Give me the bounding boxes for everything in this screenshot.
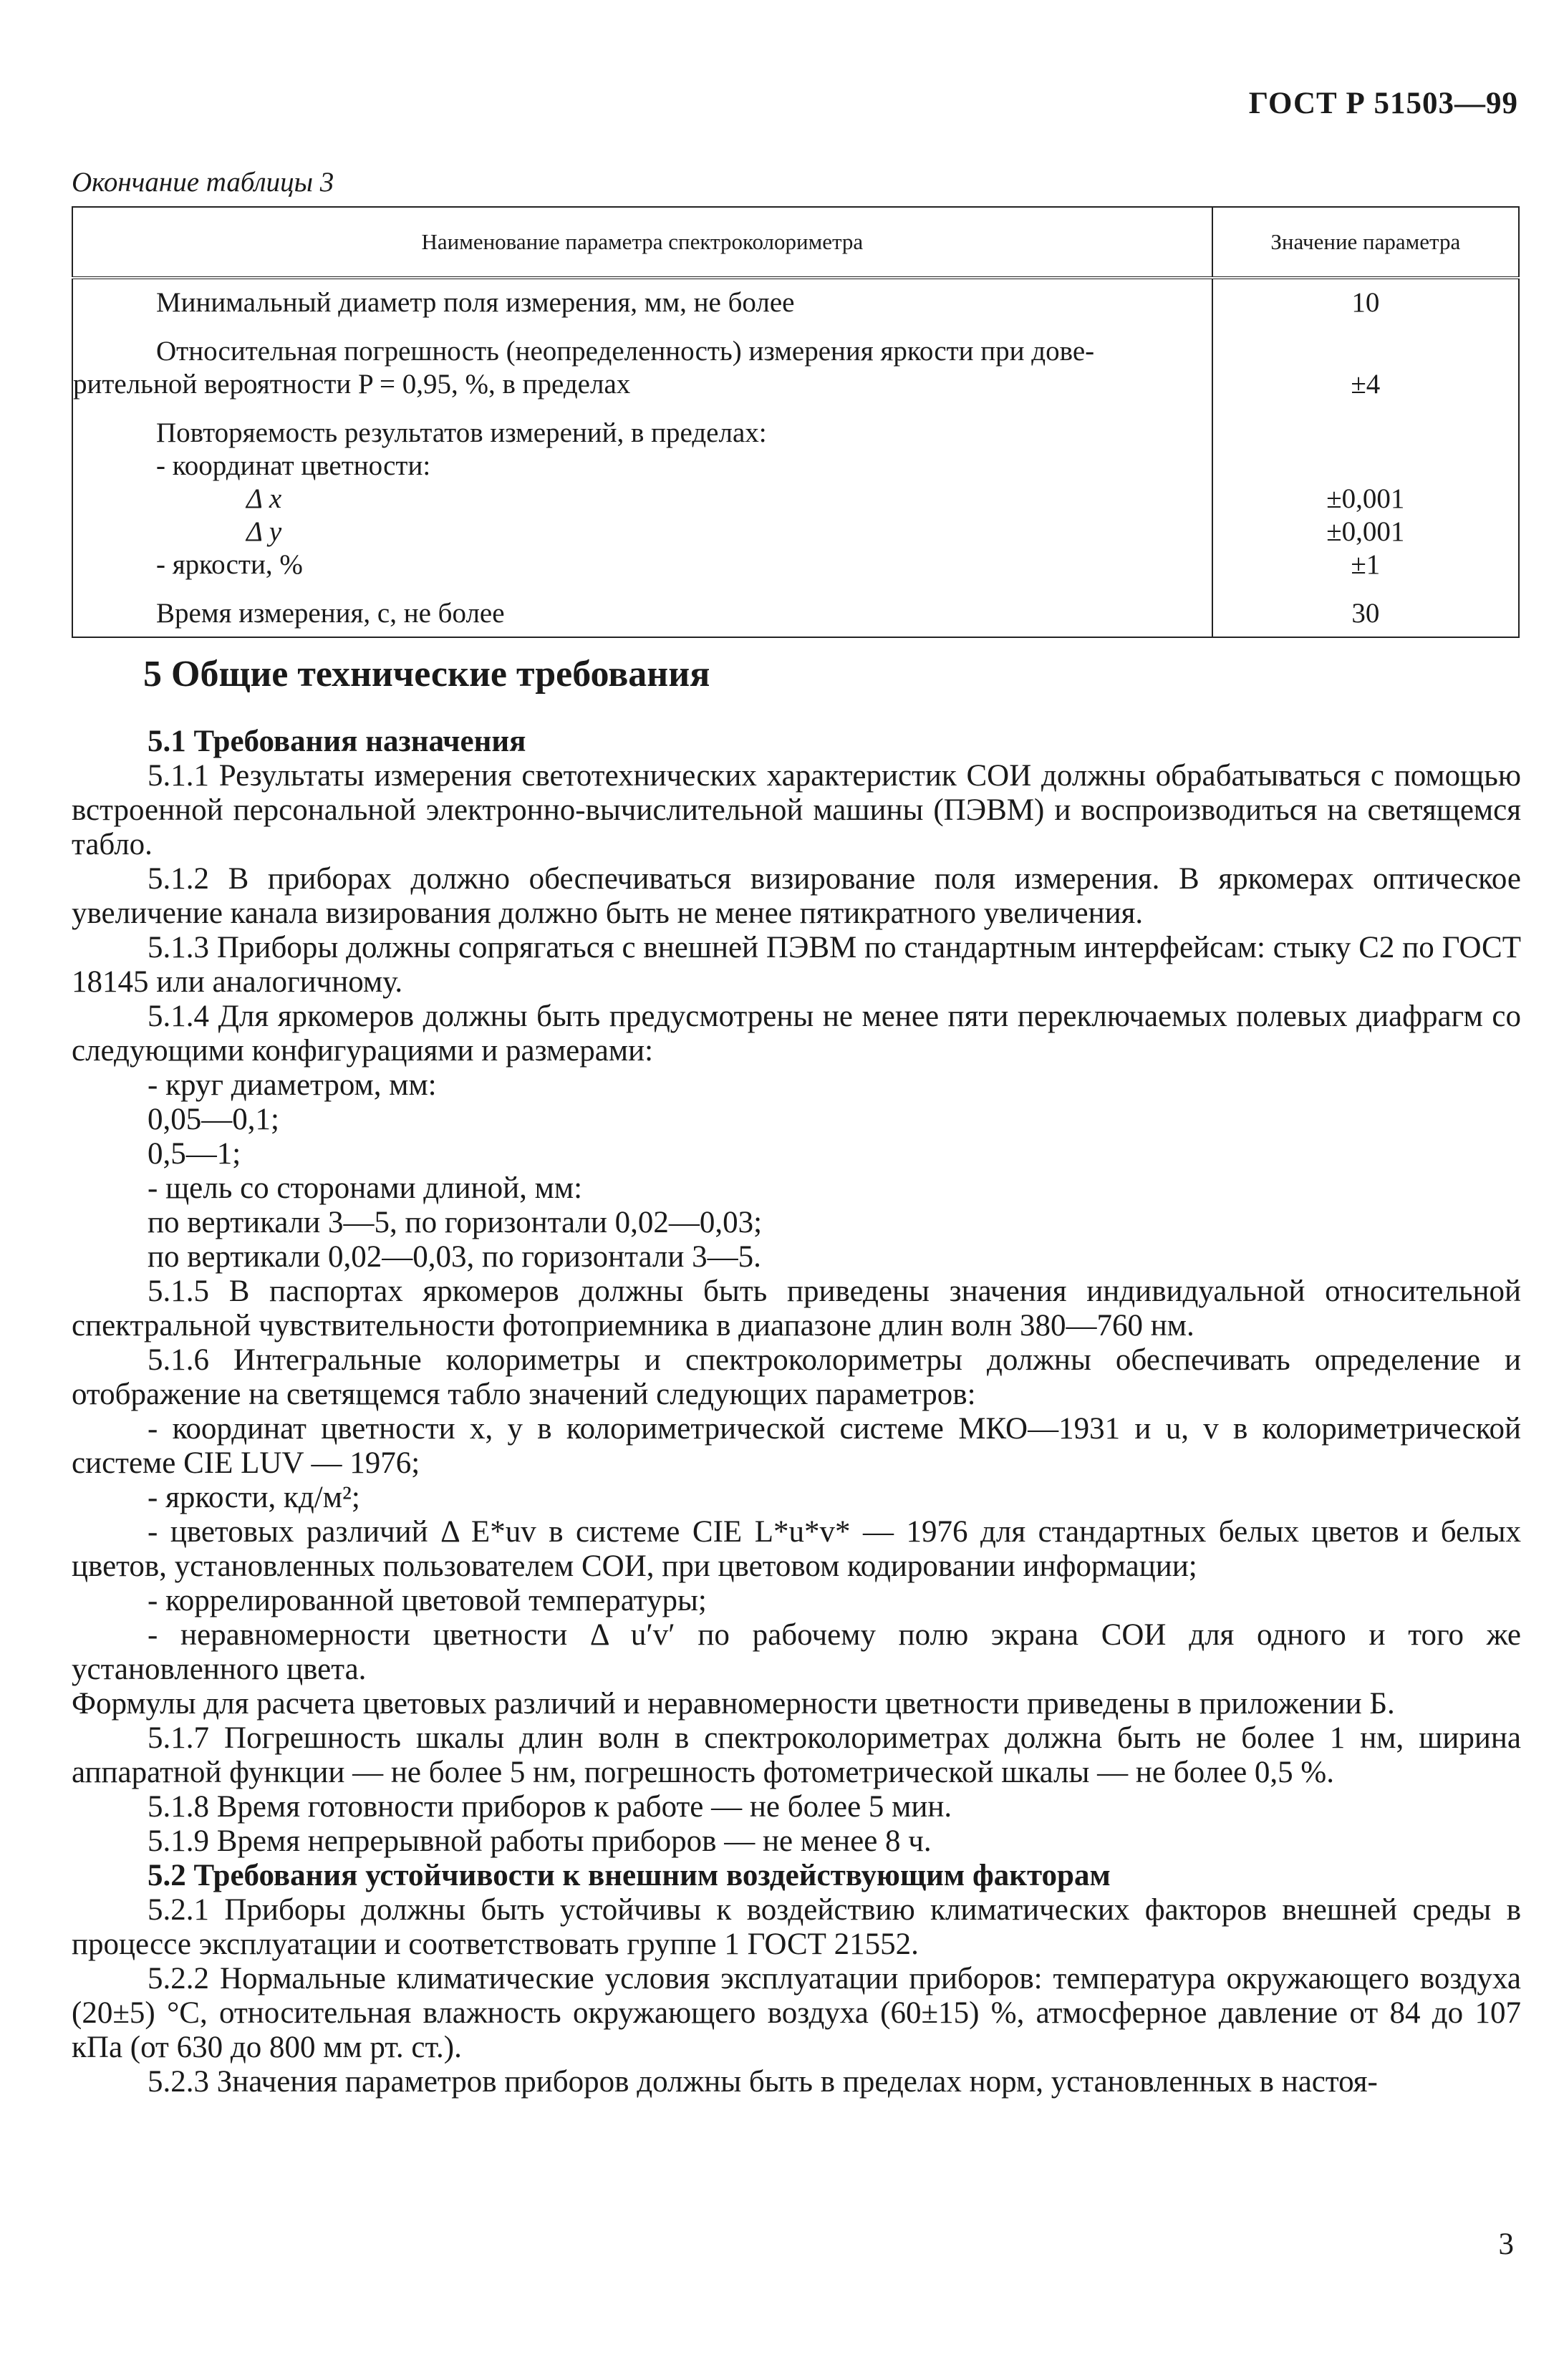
paragraph-5-1-4: 5.1.4 Для яркомеров должны быть предусмотрены не менее пяти переключаемых полевых диафрагм со следующими конфигурациями и размерами: [72, 1000, 1521, 1068]
paragraph-5-1-7: 5.1.7 Погрешность шкалы длин волн в спектроколориметрах должна быть не более 1 нм, ширина аппаратной функции — не более 5 нм, погрешность фотометрической шкалы — не более 0,5 %. [72, 1721, 1521, 1789]
list-item-chromaticity-nonuniformity: - неравномерности цветности Δ u′v′ по рабочему полю экрана СОИ для одного и того же установленного цвета. [72, 1618, 1521, 1686]
paragraph-5-1-3: 5.1.3 Приборы должны сопрягаться с внешней ПЭВМ по стандартным интерфейсам: стыку С2 по ГОСТ 18145 или аналогичному. [72, 931, 1521, 999]
param-repeatability-title: Повторяемость результатов измерений, в пределах: [156, 417, 767, 448]
paragraph-5-2-1: 5.2.1 Приборы должны быть устойчивы к воздействию климатических факторов внешней среды в процессе эксплуатации и соответствовать группе 1 ГОСТ 21552. [72, 1893, 1521, 1961]
value-dy: ±0,001 [1326, 516, 1405, 547]
parameter-names-cell [72, 278, 1212, 637]
param-chromaticity-label: - координат цветности: [156, 450, 431, 481]
value-min-diameter: 10 [1351, 287, 1380, 318]
list-item-chromaticity: - координат цветности x, y в колориметрической системе МКО—1931 и u, v в колориметрической системе CIE LUV — 1976; [72, 1412, 1521, 1480]
paragraph-5-1-9: 5.1.9 Время непрерывной работы приборов — не менее 8 ч. [148, 1824, 932, 1858]
param-brightness-error-line1: Относительная погрешность (неопределенность) измерения яркости при дове- [156, 336, 1095, 367]
list-item-circle-size-1: 0,05—0,1; [148, 1103, 279, 1136]
column-header-value: Значение параметра [1212, 207, 1519, 278]
list-item-color-difference: - цветовых различий Δ E*uv в системе CIE L*u*v* — 1976 для стандартных белых цветов и белых цветов, установленных пользователем СОИ, при цветовом кодировании информации; [72, 1515, 1521, 1583]
param-brightness-error [73, 335, 1202, 401]
list-item-circle: - круг диаметром, мм: [148, 1068, 437, 1102]
value-brightness-error-block [1214, 335, 1517, 401]
paragraph-5-1-5: 5.1.5 В паспортах яркомеров должны быть приведены значения индивидуальной относительной спектральной чувствительности фотоприемника в диапазоне длин волн 380—760 нм. [72, 1274, 1521, 1343]
paragraph-5-2-2: 5.2.2 Нормальные климатические условия эксплуатации приборов: температура окружающего воздуха (20±5) °С, относительная влажность окружающего воздуха (60±15) %, атмосферное давление от 84 до 107 кПа (от 630 до 800 мм рт. ст.). [72, 1962, 1521, 2064]
paragraph-5-1-6: 5.1.6 Интегральные колориметры и спектроколориметры должны обеспечивать определение и отображение на светящемся табло значений следующих параметров: [72, 1343, 1521, 1411]
paragraph-5-1-2: 5.1.2 В приборах должно обеспечиваться визирование поля измерения. В яркомерах оптическое увеличение канала визирования должно быть не менее пятикратного увеличения. [72, 862, 1521, 930]
param-measure-time: Время измерения, с, не более [156, 598, 505, 629]
param-min-diameter: Минимальный диаметр поля измерения, мм, не более [156, 287, 795, 318]
paragraph-5-1-8: 5.1.8 Время готовности приборов к работе — не более 5 мин. [148, 1790, 952, 1824]
list-item-luminance: - яркости, кд/м²; [148, 1481, 360, 1514]
table-caption: Окончание таблицы 3 [72, 167, 334, 198]
document-code: ГОСТ Р 51503—99 [1248, 87, 1518, 120]
subsection-5-2-title: 5.2 Требования устойчивости к внешним воздействующим факторам [148, 1859, 1111, 1892]
paragraph-5-1-1: 5.1.1 Результаты измерения светотехнических характеристик СОИ должны обрабатываться с помощью встроенной персональной электронно-вычислительной машины (ПЭВМ) и воспроизводиться на светящемся табло. [72, 759, 1521, 861]
section-title: 5 Общие технические требования [143, 654, 710, 695]
parameters-table [72, 206, 1520, 638]
section-body [72, 725, 1521, 2099]
param-dx-label: Δ x [246, 483, 282, 514]
table-body-row [72, 278, 1519, 637]
subsection-5-1-title: 5.1 Требования назначения [148, 725, 526, 758]
param-brightness-error-line2: рительной вероятности P = 0,95, %, в пределах [73, 369, 631, 400]
page-number: 3 [1498, 2227, 1514, 2261]
list-item-circle-size-2: 0,5—1; [148, 1137, 241, 1171]
list-item-slit-size-1: по вертикали 3—5, по горизонтали 0,02—0,03; [148, 1206, 763, 1239]
param-brightness-label: - яркости, % [156, 549, 303, 580]
list-item-color-temperature: - коррелированной цветовой температуры; [148, 1584, 707, 1617]
param-dy-label: Δ y [246, 516, 282, 547]
column-header-name: Наименование параметра спектроколориметра [72, 207, 1212, 278]
parameter-values-cell [1212, 278, 1519, 637]
param-repeatability [156, 417, 1202, 581]
value-repeatability-block [1214, 417, 1517, 581]
paragraph-formulas: Формулы для расчета цветовых различий и неравномерности цветности приведены в приложении Б. [72, 1687, 1395, 1721]
value-brightness-error: ±4 [1351, 369, 1381, 400]
list-item-slit-size-2: по вертикали 0,02—0,03, по горизонтали 3—5. [148, 1240, 761, 1274]
paragraph-5-2-3: 5.2.3 Значения параметров приборов должны быть в пределах норм, установленных в настоя- [148, 2065, 1378, 2099]
list-item-slit: - щель со сторонами длиной, мм: [148, 1171, 583, 1205]
value-measure-time: 30 [1351, 598, 1380, 629]
value-brightness: ±1 [1351, 549, 1381, 580]
table-header-row [72, 207, 1519, 278]
value-dx: ±0,001 [1326, 483, 1405, 514]
